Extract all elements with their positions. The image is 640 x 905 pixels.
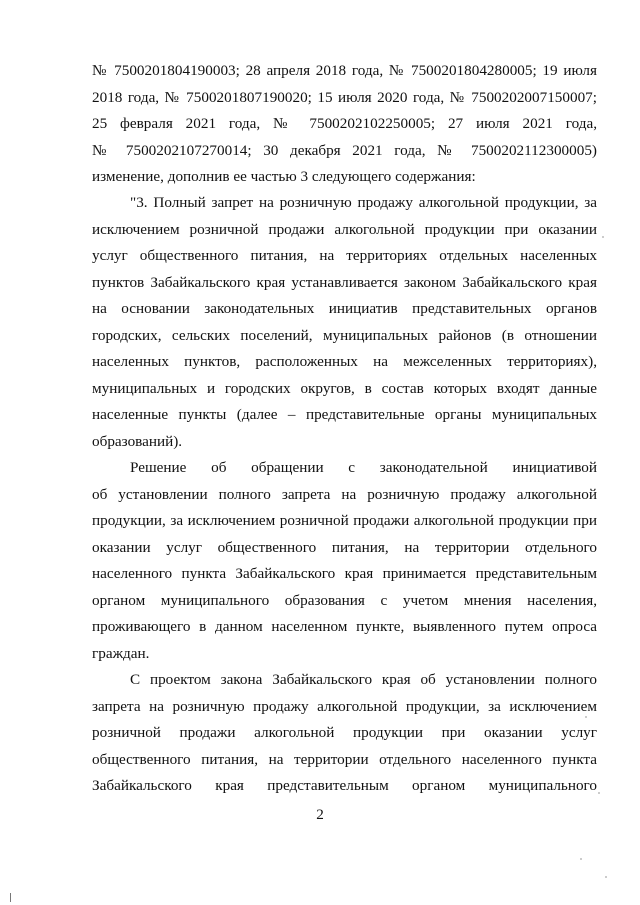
text-line: Забайкальского края представительным органом муниципального [92, 777, 597, 794]
text-line: продукции, за исключением розничной продажи алкогольной продукции при [92, 512, 597, 529]
continuation-text-block [92, 58, 597, 191]
text-line: № 7500202107270014; 30 декабря 2021 года, № 7500202112300005) [92, 141, 597, 159]
text-line: исключением розничной продажи алкогольной продукции при оказании [92, 220, 597, 238]
scan-speck [580, 858, 582, 860]
paragraph-part-3 [92, 190, 597, 455]
scan-speck [585, 716, 587, 718]
text-line: образований). [92, 432, 183, 450]
text-line: "3. Полный запрет на розничную продажу алкогольной продукции, за [130, 194, 597, 211]
text-line: населенного пункта Забайкальского края принимается представительным [92, 565, 597, 582]
text-line: муниципальных и городских округов, в состав которых входят данные [92, 379, 597, 397]
text-line: оказании услуг общественного питания, на территории отдельного [92, 538, 597, 556]
text-line: проживающего в данном населенном пункте, выявленного путем опроса [92, 618, 597, 635]
scan-speck [602, 236, 604, 238]
text-line: общественного питания, на территории отдельного населенного пункта [92, 750, 597, 768]
text-line: С проектом закона Забайкальского края об установлении полного [130, 671, 597, 688]
paragraph-decision [92, 455, 597, 667]
text-line: населенные пункты (далее – представительные органы муниципальных [92, 406, 597, 423]
text-line: 25 февраля 2021 года, № 7500202102250005; 27 июля 2021 года, [92, 115, 597, 132]
text-line: городских, сельских поселений, муниципальных районов (в отношении [92, 326, 597, 344]
paragraph-draft-law [92, 667, 597, 800]
text-line: граждан. [92, 644, 150, 662]
text-line: пунктов Забайкальского края устанавливается законом Забайкальского края [92, 273, 597, 291]
text-line: розничной продажи алкогольной продукции при оказании услуг [92, 724, 597, 741]
text-line: № 7500201804190003; 28 апреля 2018 года, № 7500201804280005; 19 июля [92, 62, 597, 79]
text-line: услуг общественного питания, на территориях отдельных населенных [92, 247, 597, 264]
scan-speck [598, 792, 600, 794]
text-line: на основании законодательных инициатив представительных органов [92, 300, 597, 317]
text-line: населенных пунктов, расположенных на межселенных территориях), [92, 353, 597, 370]
text-line: 2018 года, № 7500201807190020; 15 июля 2020 года, № 7500202007150007; [92, 88, 597, 106]
text-line: об установлении полного запрета на розничную продажу алкогольной [92, 485, 597, 503]
page-number: 2 [316, 806, 324, 823]
text-line: органом муниципального образования с учетом мнения населения, [92, 591, 597, 609]
text-line: запрета на розничную продажу алкогольной продукции, за исключением [92, 697, 597, 715]
scan-speck [605, 876, 607, 878]
scan-mark [10, 893, 11, 902]
text-line: Решение об обращении с законодательной инициативой [130, 459, 597, 476]
text-line: изменение, дополнив ее частью 3 следующего содержания: [92, 168, 476, 185]
